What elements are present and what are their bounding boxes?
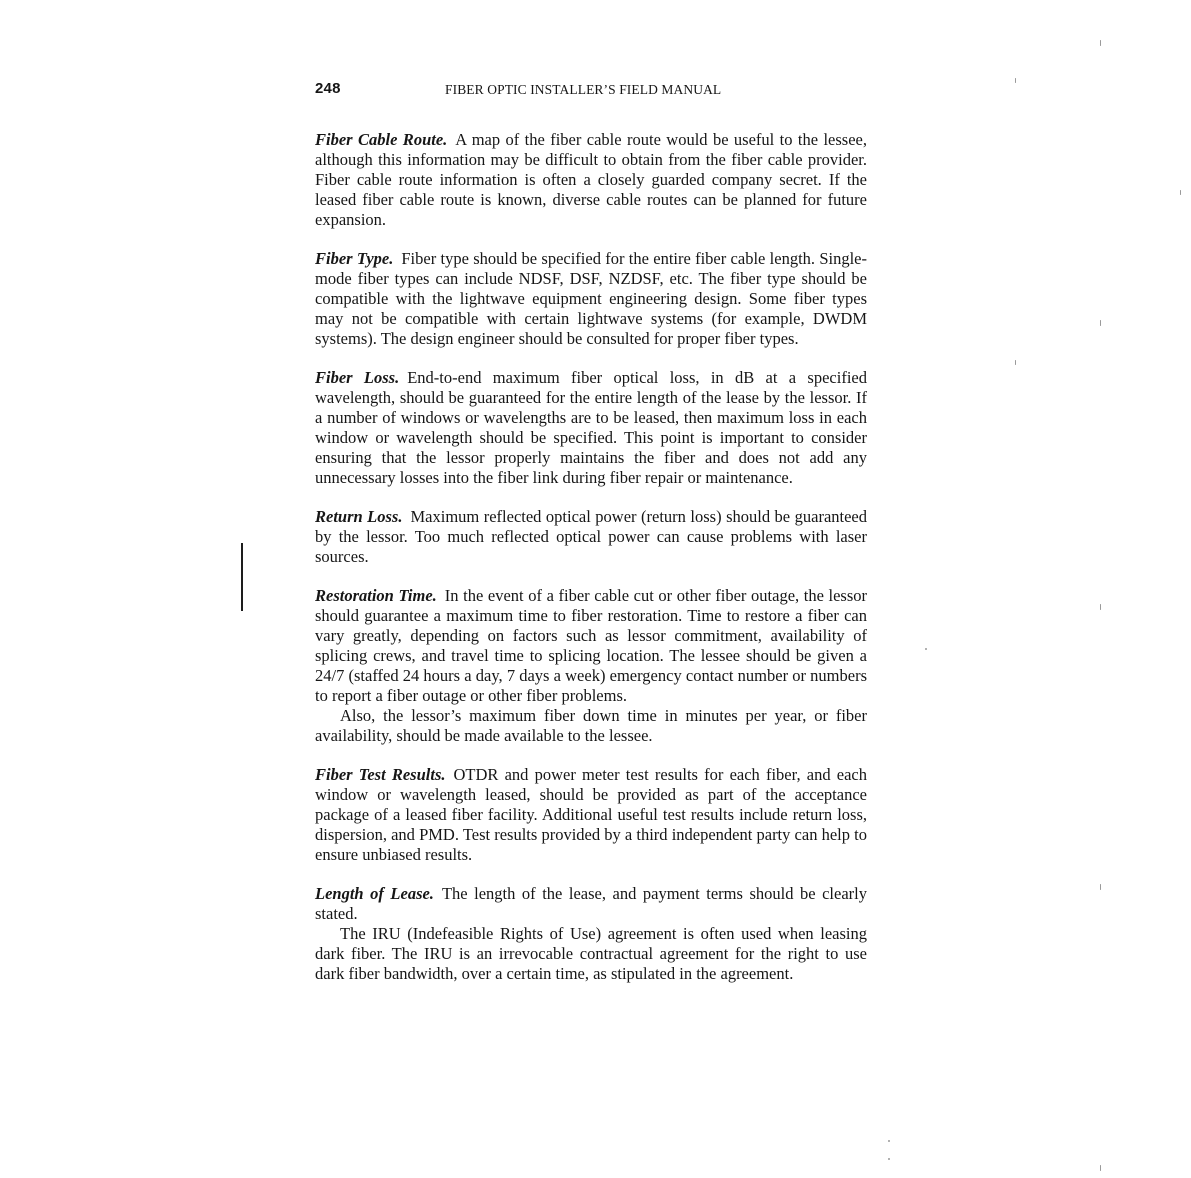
section-fiber-loss xyxy=(315,368,867,488)
page-header xyxy=(315,80,875,102)
section-text: In the event of a fiber cable cut or other fiber outage, the lessor should guarantee a maximum time to fiber restoration. Time to restore a fiber can vary greatly, depending on factors such as lessor commitment, availability of splicing crews, and travel time to splicing location. The lessee should be given a 24/7 (staffed 24 hours a day, 7 days a week) emergency contact number or numbers to report a fiber outage or other fiber problems. xyxy=(315,586,867,705)
scan-speck xyxy=(1180,190,1181,195)
section-text: End-to-end maximum fiber optical loss, in dB at a specified wavelength, should be guaranteed for the entire length of the lease by the lessor. If a number of windows or wavelengths are to be leased, then maximum loss in each window or wavelength should be specified. This point is important to consider ensuring that the lessor properly maintains the fiber and does not add any unnecessary losses into the fiber link during fiber repair or maintenance. xyxy=(315,368,867,487)
scan-speck xyxy=(1100,604,1101,610)
section-length-of-lease xyxy=(315,884,867,924)
section-heading: Restoration Time. xyxy=(315,586,437,605)
scan-speck xyxy=(1100,1165,1101,1171)
section-restoration-time xyxy=(315,586,867,706)
page-number: 248 xyxy=(315,80,341,97)
scan-speck xyxy=(1015,78,1016,83)
section-fiber-type xyxy=(315,249,867,349)
section-heading: Length of Lease. xyxy=(315,884,434,903)
section-heading: Fiber Loss. xyxy=(315,368,400,387)
scan-speck xyxy=(888,1140,890,1142)
section-heading: Fiber Cable Route. xyxy=(315,130,448,149)
section-heading: Fiber Type. xyxy=(315,249,394,268)
scan-speck xyxy=(1100,320,1101,326)
section-text: OTDR and power meter test results for each fiber, and each window or wavelength leased, should be provided as part of the acceptance package of a leased fiber facility. Additional useful test results include return loss, dispersion, and PMD. Test results provided by a third independent party can help to ensure unbiased results. xyxy=(315,765,868,864)
section-text: A map of the fiber cable route would be useful to the lessee, although this information may be difficult to obtain from the fiber cable provider. Fiber cable route information is often a closely guarded company secret. If the leased fiber cable route is known, diverse cable routes can be planned for future expansion. xyxy=(315,130,867,229)
scan-speck xyxy=(1015,360,1016,365)
section-fiber-cable-route xyxy=(315,130,867,230)
scan-speck xyxy=(1100,40,1101,46)
scan-speck xyxy=(888,1158,890,1160)
section-return-loss xyxy=(315,507,867,567)
section-text: The length of the lease, and payment terms should be clearly stated. xyxy=(315,884,867,923)
section-text: Fiber type should be specified for the entire fiber cable length. Single-mode fiber types can include NDSF, DSF, NZDSF, etc. The fiber type should be compatible with the lightwave equipment engineering design. Some fiber types may not be compatible with certain lightwave systems (for example, DWDM systems). The design engineer should be consulted for proper fiber types. xyxy=(315,249,867,348)
margin-change-bar xyxy=(241,543,243,611)
running-head: FIBER OPTIC INSTALLER’S FIELD MANUAL xyxy=(445,82,722,97)
scan-speck xyxy=(1100,884,1101,890)
body-text xyxy=(315,130,867,1003)
section-length-of-lease-continuation: The IRU (Indefeasible Rights of Use) agreement is often used when leasing dark fiber. The IRU is an irrevocable contractual agreement for the right to use dark fiber bandwidth, over a certain time, as stipulated in the agreement. xyxy=(315,924,867,983)
scan-speck xyxy=(925,648,927,650)
section-heading: Fiber Test Results. xyxy=(315,765,446,784)
section-heading: Return Loss. xyxy=(315,507,403,526)
section-text: Maximum reflected optical power (return loss) should be guaranteed by the lessor. Too much reflected optical power can cause problems with laser sources. xyxy=(315,507,867,566)
section-fiber-test-results xyxy=(315,765,867,865)
section-restoration-time-continuation: Also, the lessor’s maximum fiber down time in minutes per year, or fiber availability, should be made available to the lessee. xyxy=(315,706,867,745)
